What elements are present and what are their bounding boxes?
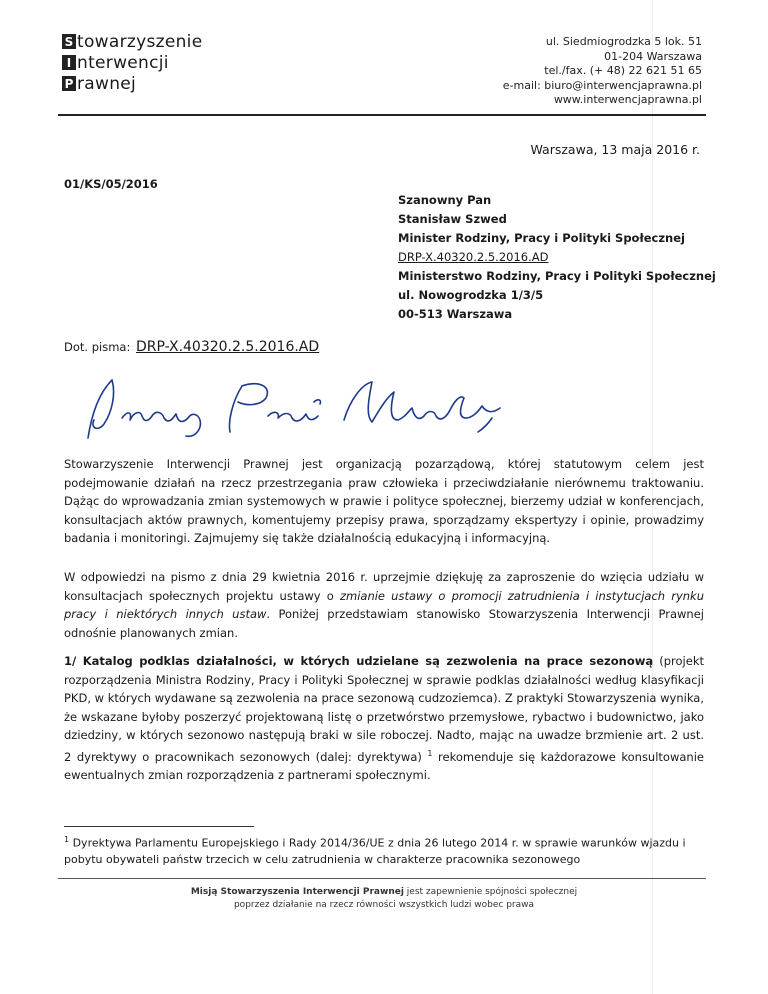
logo-row [62,53,202,72]
organization-logo [62,32,202,95]
reference-number: 01/KS/05/2016 [64,177,158,191]
bill-title: zmianie ustawy o promocji zatrudnienia i instytucjach rynku pracy i niektórych innych ustaw [64,588,704,621]
logo-letter-box: S [62,34,76,49]
recipient-city: 00-513 Warszawa [398,307,513,321]
mission-line-2: poprzez działanie na rzecz równości wszystkich ludzi wobec prawa [233,900,535,910]
regarding-value: DRP-X.40320.2.5.2016.AD [135,339,320,355]
mission-lead: Misją Stowarzyszenia Interwencji Prawnej [190,887,404,897]
recipient-street: ul. Nowogrodzka 1/3/5 [398,288,544,302]
footnote-mark: 1 [64,835,70,844]
regarding-line [64,339,319,355]
logo-letter-box: I [62,55,76,70]
recipient-block [398,191,716,324]
handwritten-greeting-icon [82,372,522,444]
contact-phone: tel./fax. (+ 48) 22 621 51 65 [544,64,702,77]
footnote-reference: 1 [427,748,433,758]
contact-address: ul. Siedmiogrodzka 5 lok. 51 [545,35,702,48]
recipient-salutation: Szanowny Pan [398,193,492,207]
paragraph-response-start: W odpowiedzi na pismo z dnia 29 kwietnia 2016 r. uprzejmie dziękuję za zaproszenie do wzięcia udziału w konsultacjach społecznych projektu ustawy o [64,570,704,603]
footer-divider [58,878,706,879]
header-divider [58,114,706,116]
section-heading: 1/ Katalog podklas działalności, w których udzielane są zezwolenia na prace sezonową [64,654,654,668]
logo-word: rawnej [77,73,137,94]
mission-statement [120,886,648,912]
contact-block [503,35,702,108]
letter-date: Warszawa, 13 maja 2016 r. [530,142,700,157]
logo-letter-box: P [62,76,76,91]
logo-word: nterwencji [77,52,169,73]
recipient-case-ref: DRP-X.40320.2.5.2016.AD [398,250,549,264]
regarding-label: Dot. pisma: [64,340,131,354]
recipient-ministry: Ministerstwo Rodziny, Pracy i Polityki Społecznej [398,269,716,283]
paragraph-introduction: Stowarzyszenie Interwencji Prawnej jest organizacją pozarządową, której statutowym celem jest podejmowanie działań na rzecz przestrzegania praw człowieka i przeciwdziałanie nierównemu traktowaniu. Dążąc do wprowadzania zmian systemowych w prawie i polityce społecznej, bierzemy udział w konferencjach, konsultacjach aktów prawnych, komentujemy przepisy prawa, sporządzamy ekspertyzy i opinie, prowadzimy badania i monitoringi. Zajmujemy się także działalnością edukacyjną i informacyjną. [64,457,704,545]
section-text-start: (projekt rozporządzenia Ministra Rodziny, Pracy i Polityki Społecznej w sprawie podklas działalności według klasyfikacji PKD, w których wydawane są zezwolenia na prace sezonową cudzoziemca). Z praktyki Stowarzyszenia wynika, że wskazane byłoby poszerzyć projektowaną listę o przetwórstwo przemysłowe, rybactwo i budownictwo, jako dziedziny, w których sezonowo następują braki w sile roboczej. Nadto, mając na uwadze brzmienie art. 2 ust. 2 dyrektywy o pracownikach sezonowych (dalej: dyrektywa) [64,654,704,764]
logo-row [62,74,202,93]
paragraph-section-1 [64,652,704,784]
paragraph-response-end: . Poniżej przedstawiam stanowisko Stowarzyszenia Interwencji Prawnej odnośnie planowanych zmian. [64,607,704,640]
footnote [64,832,704,868]
footnote-divider [64,826,254,827]
contact-website: www.interwencjaprawna.pl [553,93,702,106]
paragraph-response [64,568,704,642]
recipient-name: Stanisław Szwed [398,212,507,226]
section-text-end: rekomenduje się każdorazowe konsultowanie ewentualnych zmian rozporządzenia z partnerami społecznymi. [64,749,704,782]
logo-word: towarzyszenie [77,31,203,52]
recipient-title: Minister Rodziny, Pracy i Polityki Społecznej [398,231,685,245]
contact-email: e-mail: biuro@interwencjaprawna.pl [502,78,702,92]
footnote-text: Dyrektywa Parlamentu Europejskiego i Rady 2014/36/UE z dnia 26 lutego 2014 r. w sprawie warunków wjazdu i pobytu obywateli państw trzecich w celu zatrudnienia w charakterze pracownika sezonowego [64,836,686,866]
contact-city: 01-204 Warszawa [604,49,702,63]
mission-line-1 [120,886,648,899]
logo-row [62,32,202,51]
mission-line-1-rest: jest zapewnienie spójności społecznej [403,887,578,897]
